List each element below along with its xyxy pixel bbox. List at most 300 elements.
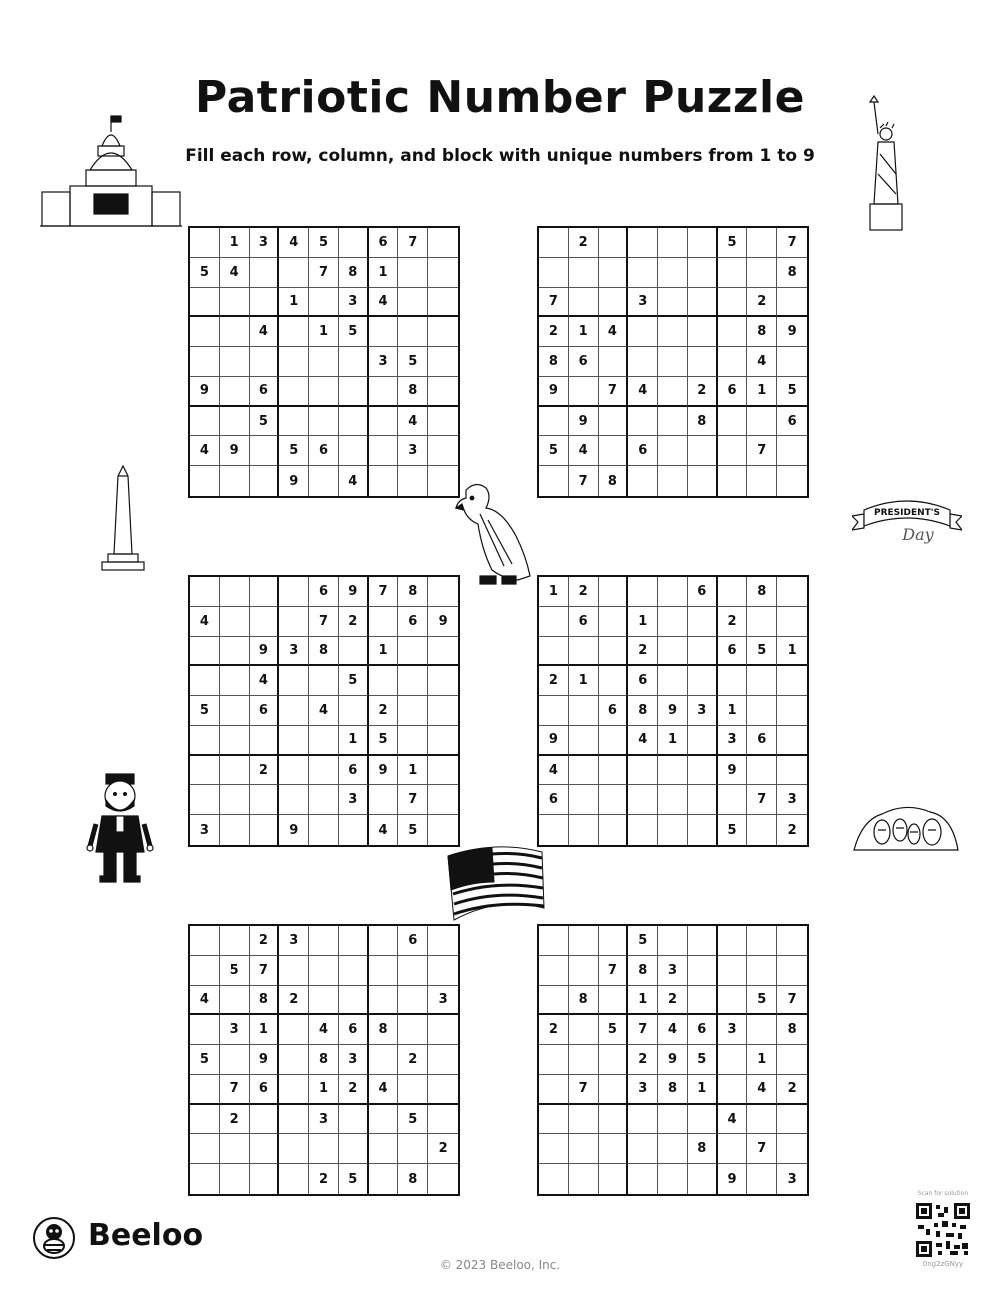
sudoku-cell[interactable] <box>658 1105 688 1135</box>
sudoku-cell[interactable] <box>398 637 428 667</box>
sudoku-cell[interactable] <box>309 377 339 407</box>
sudoku-cell[interactable] <box>569 1045 599 1075</box>
sudoku-cell[interactable]: 4 <box>628 726 658 756</box>
sudoku-cell[interactable] <box>339 1134 369 1164</box>
sudoku-cell[interactable]: 6 <box>250 1075 280 1105</box>
sudoku-cell[interactable] <box>309 986 339 1016</box>
sudoku-cell[interactable] <box>569 815 599 845</box>
sudoku-cell[interactable]: 5 <box>718 228 748 258</box>
sudoku-cell[interactable]: 6 <box>777 407 807 437</box>
sudoku-cell[interactable]: 1 <box>398 756 428 786</box>
sudoku-cell[interactable]: 7 <box>220 1075 250 1105</box>
sudoku-cell[interactable]: 4 <box>747 1075 777 1105</box>
sudoku-cell[interactable]: 8 <box>569 986 599 1016</box>
sudoku-cell[interactable] <box>569 1105 599 1135</box>
sudoku-cell[interactable] <box>279 1164 309 1194</box>
sudoku-cell[interactable]: 4 <box>398 407 428 437</box>
sudoku-cell[interactable]: 1 <box>718 696 748 726</box>
sudoku-cell[interactable] <box>220 1134 250 1164</box>
sudoku-cell[interactable] <box>279 607 309 637</box>
sudoku-cell[interactable] <box>599 986 629 1016</box>
sudoku-cell[interactable] <box>747 1015 777 1045</box>
sudoku-cell[interactable] <box>747 607 777 637</box>
sudoku-cell[interactable]: 4 <box>747 347 777 377</box>
sudoku-cell[interactable] <box>309 1134 339 1164</box>
sudoku-cell[interactable]: 9 <box>279 815 309 845</box>
sudoku-cell[interactable]: 3 <box>658 956 688 986</box>
sudoku-cell[interactable] <box>428 637 458 667</box>
sudoku-cell[interactable] <box>339 956 369 986</box>
sudoku-cell[interactable] <box>539 258 569 288</box>
sudoku-cell[interactable]: 2 <box>658 986 688 1016</box>
sudoku-cell[interactable]: 4 <box>628 377 658 407</box>
sudoku-cell[interactable] <box>569 1164 599 1194</box>
sudoku-cell[interactable] <box>688 815 718 845</box>
sudoku-cell[interactable] <box>688 607 718 637</box>
sudoku-cell[interactable]: 7 <box>398 785 428 815</box>
sudoku-cell[interactable] <box>220 407 250 437</box>
sudoku-cell[interactable] <box>688 926 718 956</box>
sudoku-cell[interactable]: 1 <box>628 607 658 637</box>
sudoku-cell[interactable] <box>658 258 688 288</box>
sudoku-cell[interactable] <box>250 785 280 815</box>
sudoku-cell[interactable]: 2 <box>398 1045 428 1075</box>
sudoku-cell[interactable] <box>428 1105 458 1135</box>
sudoku-cell[interactable] <box>658 815 688 845</box>
sudoku-cell[interactable] <box>718 956 748 986</box>
sudoku-cell[interactable] <box>628 1105 658 1135</box>
sudoku-cell[interactable]: 5 <box>339 317 369 347</box>
sudoku-cell[interactable]: 5 <box>279 436 309 466</box>
sudoku-cell[interactable] <box>309 756 339 786</box>
sudoku-cell[interactable]: 6 <box>718 377 748 407</box>
sudoku-cell[interactable]: 3 <box>339 1045 369 1075</box>
sudoku-cell[interactable] <box>339 696 369 726</box>
sudoku-cell[interactable] <box>190 756 220 786</box>
sudoku-cell[interactable] <box>599 1075 629 1105</box>
sudoku-cell[interactable]: 7 <box>569 466 599 496</box>
sudoku-cell[interactable]: 6 <box>339 756 369 786</box>
sudoku-cell[interactable] <box>628 785 658 815</box>
sudoku-cell[interactable] <box>688 258 718 288</box>
sudoku-cell[interactable] <box>628 466 658 496</box>
sudoku-cell[interactable] <box>220 288 250 318</box>
sudoku-cell[interactable] <box>369 317 399 347</box>
sudoku-cell[interactable] <box>718 785 748 815</box>
sudoku-cell[interactable]: 1 <box>569 666 599 696</box>
sudoku-cell[interactable] <box>339 347 369 377</box>
sudoku-cell[interactable]: 9 <box>190 377 220 407</box>
sudoku-cell[interactable] <box>688 466 718 496</box>
sudoku-cell[interactable]: 3 <box>190 815 220 845</box>
sudoku-cell[interactable]: 4 <box>599 317 629 347</box>
sudoku-cell[interactable]: 5 <box>250 407 280 437</box>
sudoku-cell[interactable] <box>279 1045 309 1075</box>
sudoku-cell[interactable]: 2 <box>250 926 280 956</box>
sudoku-cell[interactable]: 2 <box>569 577 599 607</box>
sudoku-cell[interactable] <box>309 785 339 815</box>
sudoku-cell[interactable] <box>658 377 688 407</box>
sudoku-cell[interactable]: 5 <box>220 956 250 986</box>
sudoku-cell[interactable] <box>628 815 658 845</box>
sudoku-cell[interactable]: 4 <box>190 986 220 1016</box>
sudoku-cell[interactable] <box>190 1075 220 1105</box>
sudoku-cell[interactable] <box>190 407 220 437</box>
sudoku-cell[interactable]: 4 <box>718 1105 748 1135</box>
sudoku-cell[interactable] <box>190 666 220 696</box>
sudoku-cell[interactable]: 5 <box>369 726 399 756</box>
sudoku-cell[interactable] <box>250 466 280 496</box>
sudoku-cell[interactable] <box>398 288 428 318</box>
sudoku-cell[interactable] <box>599 347 629 377</box>
sudoku-cell[interactable] <box>279 258 309 288</box>
sudoku-cell[interactable]: 4 <box>369 815 399 845</box>
sudoku-cell[interactable]: 1 <box>747 1045 777 1075</box>
sudoku-cell[interactable] <box>398 466 428 496</box>
sudoku-cell[interactable]: 8 <box>398 377 428 407</box>
sudoku-cell[interactable]: 4 <box>309 1015 339 1045</box>
sudoku-cell[interactable] <box>539 637 569 667</box>
sudoku-cell[interactable]: 8 <box>309 1045 339 1075</box>
sudoku-cell[interactable] <box>398 696 428 726</box>
sudoku-cell[interactable] <box>599 637 629 667</box>
sudoku-cell[interactable]: 6 <box>398 926 428 956</box>
sudoku-cell[interactable]: 5 <box>718 815 748 845</box>
sudoku-cell[interactable] <box>569 288 599 318</box>
sudoku-cell[interactable]: 3 <box>250 228 280 258</box>
sudoku-cell[interactable] <box>428 347 458 377</box>
sudoku-cell[interactable] <box>339 815 369 845</box>
sudoku-cell[interactable] <box>539 1045 569 1075</box>
sudoku-cell[interactable] <box>190 1105 220 1135</box>
sudoku-cell[interactable] <box>428 407 458 437</box>
sudoku-cell[interactable]: 4 <box>279 228 309 258</box>
sudoku-cell[interactable] <box>279 1015 309 1045</box>
sudoku-cell[interactable]: 6 <box>569 347 599 377</box>
sudoku-cell[interactable] <box>428 258 458 288</box>
sudoku-cell[interactable]: 6 <box>569 607 599 637</box>
sudoku-cell[interactable] <box>747 956 777 986</box>
sudoku-cell[interactable] <box>220 377 250 407</box>
sudoku-cell[interactable]: 4 <box>369 1075 399 1105</box>
sudoku-cell[interactable] <box>339 436 369 466</box>
sudoku-cell[interactable] <box>279 726 309 756</box>
sudoku-cell[interactable] <box>190 1164 220 1194</box>
sudoku-cell[interactable]: 8 <box>398 1164 428 1194</box>
sudoku-cell[interactable] <box>279 347 309 377</box>
sudoku-cell[interactable] <box>747 926 777 956</box>
sudoku-cell[interactable] <box>250 726 280 756</box>
sudoku-cell[interactable] <box>747 258 777 288</box>
sudoku-cell[interactable]: 5 <box>339 666 369 696</box>
sudoku-cell[interactable]: 7 <box>747 1134 777 1164</box>
sudoku-cell[interactable] <box>398 1134 428 1164</box>
sudoku-cell[interactable] <box>747 815 777 845</box>
sudoku-cell[interactable] <box>599 756 629 786</box>
sudoku-cell[interactable]: 3 <box>369 347 399 377</box>
qr-code-icon[interactable] <box>916 1203 970 1257</box>
sudoku-cell[interactable] <box>220 607 250 637</box>
sudoku-cell[interactable] <box>428 956 458 986</box>
sudoku-cell[interactable] <box>688 637 718 667</box>
sudoku-cell[interactable]: 3 <box>279 637 309 667</box>
sudoku-cell[interactable]: 8 <box>309 637 339 667</box>
sudoku-cell[interactable] <box>688 1105 718 1135</box>
sudoku-cell[interactable] <box>339 377 369 407</box>
sudoku-cell[interactable] <box>569 696 599 726</box>
sudoku-cell[interactable]: 7 <box>369 577 399 607</box>
sudoku-cell[interactable]: 1 <box>369 258 399 288</box>
sudoku-cell[interactable] <box>220 785 250 815</box>
sudoku-cell[interactable] <box>688 986 718 1016</box>
sudoku-cell[interactable] <box>539 1164 569 1194</box>
sudoku-cell[interactable] <box>369 466 399 496</box>
sudoku-cell[interactable] <box>190 956 220 986</box>
sudoku-cell[interactable]: 5 <box>190 258 220 288</box>
sudoku-cell[interactable] <box>658 288 688 318</box>
sudoku-cell[interactable] <box>539 466 569 496</box>
sudoku-cell[interactable] <box>428 1075 458 1105</box>
sudoku-cell[interactable] <box>688 347 718 377</box>
sudoku-cell[interactable]: 8 <box>747 317 777 347</box>
sudoku-cell[interactable] <box>539 815 569 845</box>
sudoku-cell[interactable]: 6 <box>628 666 658 696</box>
sudoku-cell[interactable] <box>190 926 220 956</box>
sudoku-cell[interactable] <box>628 1134 658 1164</box>
sudoku-cell[interactable]: 8 <box>398 577 428 607</box>
sudoku-cell[interactable]: 9 <box>250 637 280 667</box>
sudoku-cell[interactable]: 7 <box>747 785 777 815</box>
sudoku-cell[interactable] <box>279 1105 309 1135</box>
sudoku-cell[interactable]: 6 <box>309 577 339 607</box>
sudoku-cell[interactable] <box>718 1045 748 1075</box>
sudoku-cell[interactable] <box>369 607 399 637</box>
sudoku-cell[interactable] <box>718 1134 748 1164</box>
sudoku-cell[interactable] <box>428 726 458 756</box>
sudoku-cell[interactable] <box>718 577 748 607</box>
sudoku-cell[interactable] <box>539 228 569 258</box>
sudoku-cell[interactable] <box>777 956 807 986</box>
sudoku-cell[interactable] <box>398 317 428 347</box>
sudoku-cell[interactable]: 4 <box>569 436 599 466</box>
sudoku-cell[interactable] <box>369 986 399 1016</box>
sudoku-cell[interactable] <box>777 1045 807 1075</box>
sudoku-cell[interactable]: 7 <box>309 258 339 288</box>
sudoku-cell[interactable] <box>279 785 309 815</box>
sudoku-cell[interactable] <box>220 815 250 845</box>
sudoku-cell[interactable] <box>599 607 629 637</box>
sudoku-cell[interactable] <box>539 607 569 637</box>
sudoku-cell[interactable]: 1 <box>539 577 569 607</box>
sudoku-cell[interactable] <box>190 577 220 607</box>
sudoku-cell[interactable] <box>190 347 220 377</box>
sudoku-cell[interactable]: 2 <box>628 637 658 667</box>
sudoku-cell[interactable]: 4 <box>190 436 220 466</box>
sudoku-cell[interactable]: 5 <box>599 1015 629 1045</box>
sudoku-cell[interactable] <box>569 756 599 786</box>
sudoku-cell[interactable] <box>599 577 629 607</box>
sudoku-cell[interactable] <box>569 726 599 756</box>
sudoku-cell[interactable] <box>599 288 629 318</box>
sudoku-cell[interactable]: 9 <box>339 577 369 607</box>
sudoku-cell[interactable] <box>539 1105 569 1135</box>
sudoku-cell[interactable]: 2 <box>569 228 599 258</box>
sudoku-cell[interactable]: 6 <box>339 1015 369 1045</box>
sudoku-grid-middle-right[interactable] <box>537 575 809 847</box>
sudoku-cell[interactable] <box>309 815 339 845</box>
sudoku-cell[interactable] <box>279 317 309 347</box>
sudoku-cell[interactable] <box>599 726 629 756</box>
sudoku-cell[interactable] <box>250 577 280 607</box>
sudoku-cell[interactable]: 2 <box>777 1075 807 1105</box>
sudoku-cell[interactable]: 6 <box>539 785 569 815</box>
sudoku-cell[interactable] <box>777 1134 807 1164</box>
sudoku-cell[interactable] <box>539 986 569 1016</box>
sudoku-cell[interactable] <box>747 666 777 696</box>
sudoku-cell[interactable] <box>628 317 658 347</box>
sudoku-cell[interactable] <box>309 347 339 377</box>
sudoku-cell[interactable]: 4 <box>369 288 399 318</box>
sudoku-cell[interactable] <box>658 785 688 815</box>
sudoku-cell[interactable] <box>777 666 807 696</box>
sudoku-grid-top-right[interactable] <box>537 226 809 498</box>
sudoku-cell[interactable]: 1 <box>747 377 777 407</box>
sudoku-cell[interactable] <box>428 1164 458 1194</box>
sudoku-cell[interactable]: 8 <box>339 258 369 288</box>
sudoku-cell[interactable]: 1 <box>279 288 309 318</box>
sudoku-cell[interactable]: 2 <box>539 1015 569 1045</box>
sudoku-cell[interactable] <box>539 407 569 437</box>
sudoku-cell[interactable]: 6 <box>250 377 280 407</box>
sudoku-cell[interactable]: 8 <box>747 577 777 607</box>
sudoku-cell[interactable] <box>599 1134 629 1164</box>
sudoku-cell[interactable]: 9 <box>539 377 569 407</box>
sudoku-cell[interactable]: 8 <box>628 956 658 986</box>
sudoku-cell[interactable] <box>539 1075 569 1105</box>
sudoku-cell[interactable] <box>369 666 399 696</box>
sudoku-cell[interactable] <box>569 785 599 815</box>
sudoku-cell[interactable] <box>777 466 807 496</box>
sudoku-cell[interactable] <box>658 1164 688 1194</box>
sudoku-cell[interactable] <box>398 986 428 1016</box>
sudoku-cell[interactable] <box>718 986 748 1016</box>
sudoku-cell[interactable] <box>279 666 309 696</box>
sudoku-grid-top-left[interactable] <box>188 226 460 498</box>
sudoku-cell[interactable]: 5 <box>309 228 339 258</box>
sudoku-cell[interactable]: 2 <box>339 1075 369 1105</box>
sudoku-cell[interactable]: 8 <box>369 1015 399 1045</box>
sudoku-cell[interactable] <box>339 407 369 437</box>
sudoku-cell[interactable] <box>250 815 280 845</box>
sudoku-cell[interactable] <box>190 228 220 258</box>
sudoku-cell[interactable] <box>190 726 220 756</box>
sudoku-cell[interactable] <box>628 347 658 377</box>
sudoku-cell[interactable] <box>718 407 748 437</box>
sudoku-cell[interactable] <box>369 926 399 956</box>
sudoku-cell[interactable] <box>428 436 458 466</box>
sudoku-cell[interactable] <box>250 347 280 377</box>
sudoku-cell[interactable] <box>688 666 718 696</box>
sudoku-cell[interactable] <box>369 1164 399 1194</box>
sudoku-cell[interactable] <box>369 1105 399 1135</box>
sudoku-cell[interactable]: 4 <box>309 696 339 726</box>
sudoku-cell[interactable]: 2 <box>747 288 777 318</box>
sudoku-cell[interactable] <box>569 956 599 986</box>
sudoku-cell[interactable]: 2 <box>369 696 399 726</box>
sudoku-cell[interactable]: 8 <box>688 1134 718 1164</box>
sudoku-cell[interactable] <box>599 926 629 956</box>
sudoku-cell[interactable] <box>777 607 807 637</box>
sudoku-cell[interactable] <box>688 956 718 986</box>
sudoku-cell[interactable]: 8 <box>777 258 807 288</box>
sudoku-cell[interactable] <box>428 696 458 726</box>
sudoku-cell[interactable] <box>628 258 658 288</box>
sudoku-cell[interactable] <box>718 926 748 956</box>
sudoku-cell[interactable] <box>747 696 777 726</box>
sudoku-cell[interactable] <box>428 666 458 696</box>
sudoku-cell[interactable] <box>309 666 339 696</box>
sudoku-cell[interactable]: 2 <box>309 1164 339 1194</box>
sudoku-cell[interactable]: 5 <box>398 815 428 845</box>
sudoku-cell[interactable] <box>309 726 339 756</box>
sudoku-cell[interactable] <box>220 1164 250 1194</box>
sudoku-cell[interactable] <box>369 407 399 437</box>
sudoku-cell[interactable] <box>220 986 250 1016</box>
sudoku-cell[interactable] <box>658 347 688 377</box>
sudoku-cell[interactable] <box>718 436 748 466</box>
sudoku-cell[interactable] <box>250 607 280 637</box>
sudoku-cell[interactable] <box>569 377 599 407</box>
sudoku-cell[interactable]: 3 <box>220 1015 250 1045</box>
sudoku-cell[interactable]: 6 <box>688 1015 718 1045</box>
sudoku-cell[interactable]: 2 <box>220 1105 250 1135</box>
sudoku-cell[interactable]: 9 <box>279 466 309 496</box>
sudoku-cell[interactable] <box>309 288 339 318</box>
sudoku-cell[interactable]: 4 <box>339 466 369 496</box>
sudoku-cell[interactable] <box>190 637 220 667</box>
sudoku-cell[interactable] <box>398 726 428 756</box>
sudoku-cell[interactable]: 9 <box>718 756 748 786</box>
sudoku-cell[interactable] <box>250 436 280 466</box>
sudoku-cell[interactable] <box>718 347 748 377</box>
sudoku-cell[interactable] <box>777 926 807 956</box>
sudoku-cell[interactable]: 6 <box>628 436 658 466</box>
sudoku-cell[interactable] <box>688 785 718 815</box>
sudoku-cell[interactable] <box>658 926 688 956</box>
sudoku-cell[interactable] <box>220 756 250 786</box>
sudoku-cell[interactable]: 2 <box>428 1134 458 1164</box>
sudoku-cell[interactable] <box>428 377 458 407</box>
sudoku-cell[interactable]: 2 <box>539 666 569 696</box>
sudoku-cell[interactable]: 5 <box>190 696 220 726</box>
sudoku-cell[interactable]: 1 <box>250 1015 280 1045</box>
sudoku-cell[interactable]: 3 <box>398 436 428 466</box>
sudoku-cell[interactable] <box>747 1164 777 1194</box>
sudoku-cell[interactable]: 4 <box>250 666 280 696</box>
sudoku-cell[interactable]: 9 <box>658 696 688 726</box>
sudoku-cell[interactable] <box>718 317 748 347</box>
sudoku-cell[interactable]: 1 <box>309 1075 339 1105</box>
sudoku-cell[interactable]: 9 <box>428 607 458 637</box>
sudoku-cell[interactable] <box>279 956 309 986</box>
sudoku-cell[interactable]: 6 <box>369 228 399 258</box>
sudoku-cell[interactable] <box>688 436 718 466</box>
sudoku-grid-middle-left[interactable] <box>188 575 460 847</box>
sudoku-cell[interactable]: 3 <box>688 696 718 726</box>
sudoku-cell[interactable] <box>777 726 807 756</box>
sudoku-cell[interactable]: 5 <box>628 926 658 956</box>
sudoku-cell[interactable]: 1 <box>369 637 399 667</box>
